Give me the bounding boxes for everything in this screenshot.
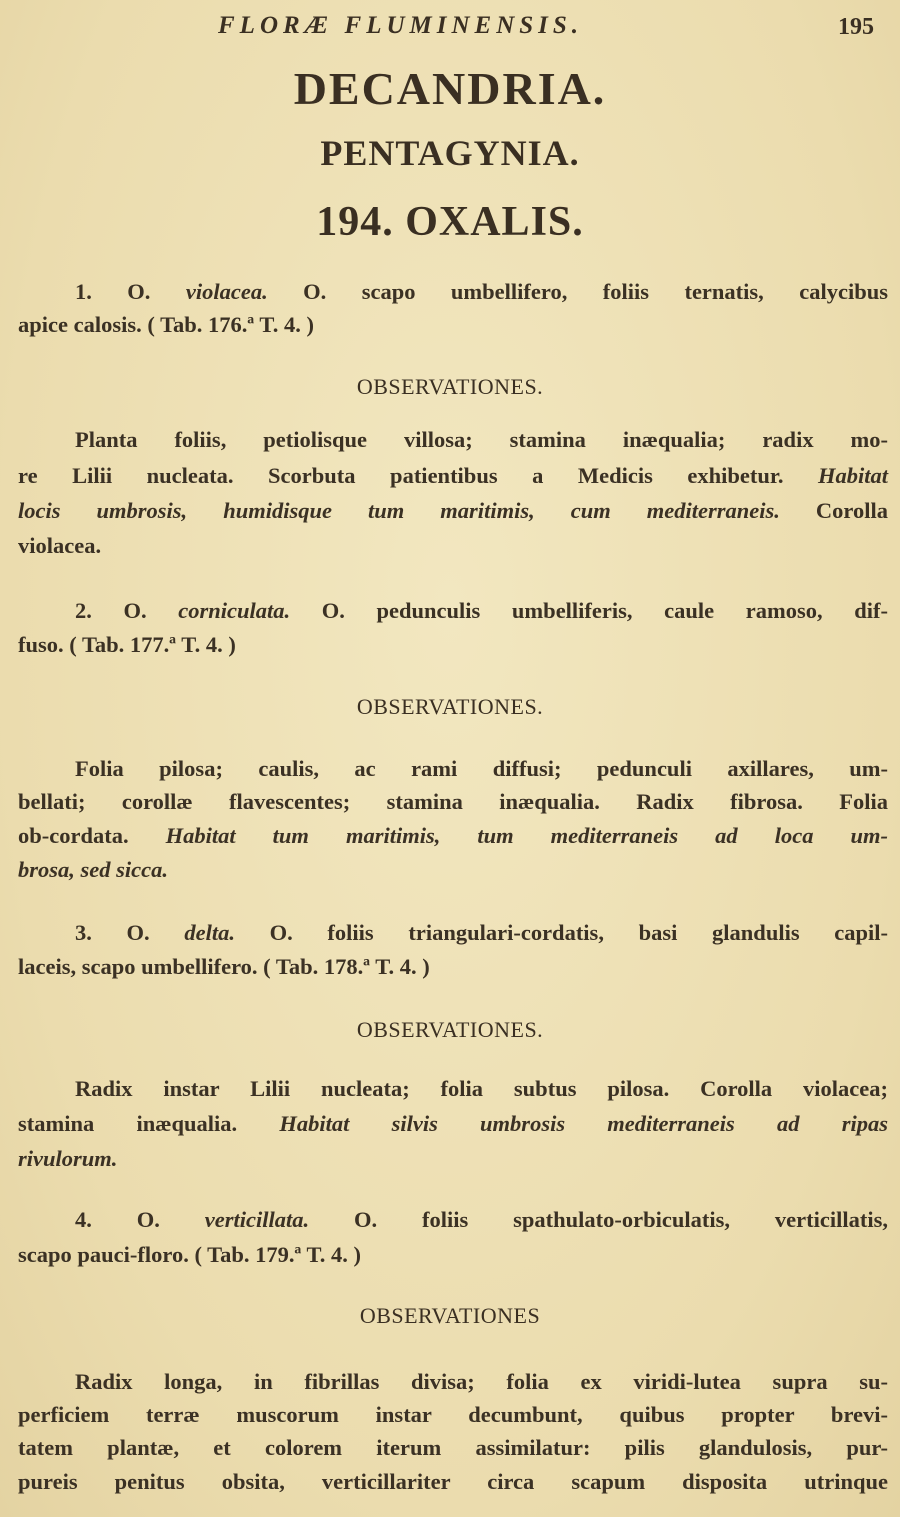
text-segment: violacea. [18, 533, 102, 558]
text-segment: Folia pilosa; caulis, ac rami diffusi; pedunculi axillares, um- [75, 756, 888, 781]
text-line [18, 462, 888, 490]
text-line [75, 597, 888, 625]
text-line [75, 1206, 888, 1234]
italic-text: corniculata. [178, 598, 291, 623]
class-heading: DECANDRIA. [293, 63, 607, 114]
text-line [18, 631, 888, 659]
text-segment: pureis penitus obsita, verticillariter circa scapum disposita utrinque [18, 1469, 888, 1494]
text-segment: O. foliis triangulari-cordatis, basi glandulis capil- [234, 920, 888, 945]
text-line [18, 1401, 888, 1429]
text-line [18, 497, 888, 525]
text-line [18, 953, 888, 981]
text-segment: perficiem terræ muscorum instar decumbunt, quibus propter brevi- [18, 1402, 888, 1427]
text-line [18, 1434, 888, 1462]
text-line [18, 1145, 888, 1173]
order-heading: PENTAGYNIA. [320, 133, 580, 173]
text-segment: ob-cordata. [18, 823, 166, 848]
text-segment: scapo pauci-floro. ( Tab. 179.ª T. 4. ) [18, 1242, 362, 1267]
text-segment: tatem plantæ, et colorem iterum assimilatur: pilis glandulosis, pur- [18, 1435, 888, 1460]
text-line [18, 856, 888, 884]
text-segment: stamina inæqualia. [18, 1111, 280, 1136]
text-line [75, 1368, 888, 1396]
italic-text: locis umbrosis, humidisque tum maritimis, cum mediterraneis. [18, 498, 780, 523]
text-segment: apice calosis. ( Tab. 176.ª T. 4. ) [18, 312, 314, 337]
text-line [18, 1241, 888, 1269]
running-title: FLORÆ FLUMINENSIS. [218, 12, 584, 39]
text-segment: Radix instar Lilii nucleata; folia subtus pilosa. Corolla violacea; [75, 1076, 888, 1101]
italic-text: Habitat [817, 463, 888, 488]
italic-text: Habitat tum maritimis, tum mediterraneis ad loca um- [165, 823, 888, 848]
text-segment: re Lilii nucleata. Scorbuta patientibus a Medicis exhibetur. [18, 463, 818, 488]
text-line [18, 1468, 888, 1496]
text-segment: 2. O. [75, 598, 179, 623]
running-head [0, 12, 900, 46]
observationes-heading: OBSERVATIONES. [356, 694, 544, 719]
italic-text: delta. [184, 920, 235, 945]
observationes-heading: OBSERVATIONES [359, 1303, 541, 1328]
observationes-heading: OBSERVATIONES. [356, 1017, 544, 1042]
text-segment: Radix longa, in fibrillas divisa; folia ex viridi-lutea supra su- [75, 1369, 888, 1394]
text-line [18, 788, 888, 816]
text-segment: 3. O. [75, 920, 185, 945]
text-segment: laceis, scapo umbellifero. ( Tab. 178.ª T. 4. ) [18, 954, 430, 979]
text-line [18, 532, 888, 560]
italic-text: verticillata. [204, 1207, 310, 1232]
text-line [18, 822, 888, 850]
text-line [75, 919, 888, 947]
italic-text: rivulorum. [18, 1146, 118, 1171]
italic-text: brosa, sed sicca. [18, 857, 168, 882]
text-segment: fuso. ( Tab. 177.ª T. 4. ) [18, 632, 236, 657]
observationes-heading: OBSERVATIONES. [356, 374, 544, 399]
text-segment: O. foliis spathulato-orbiculatis, verticillatis, [309, 1207, 888, 1232]
italic-text: violacea. [185, 279, 268, 304]
text-line [75, 755, 888, 783]
text-line [75, 278, 888, 306]
text-segment: Planta foliis, petiolisque villosa; stamina inæqualia; radix mo- [75, 427, 888, 452]
text-segment: O. pedunculis umbelliferis, caule ramoso, dif- [290, 598, 888, 623]
page-number: 195 [838, 14, 874, 40]
text-segment: 1. O. [75, 279, 186, 304]
text-segment: Corolla [779, 498, 888, 523]
text-line [18, 311, 888, 339]
text-segment: bellati; corollæ flavescentes; stamina inæqualia. Radix fibrosa. Folia [18, 789, 888, 814]
text-segment: O. scapo umbellifero, foliis ternatis, calycibus [267, 279, 888, 304]
text-segment: 4. O. [75, 1207, 205, 1232]
italic-text: Habitat silvis umbrosis mediterraneis ad ripas [279, 1111, 888, 1136]
text-line [75, 426, 888, 454]
text-line [18, 1110, 888, 1138]
genus-heading: 194. OXALIS. [316, 199, 584, 245]
text-line [75, 1075, 888, 1103]
